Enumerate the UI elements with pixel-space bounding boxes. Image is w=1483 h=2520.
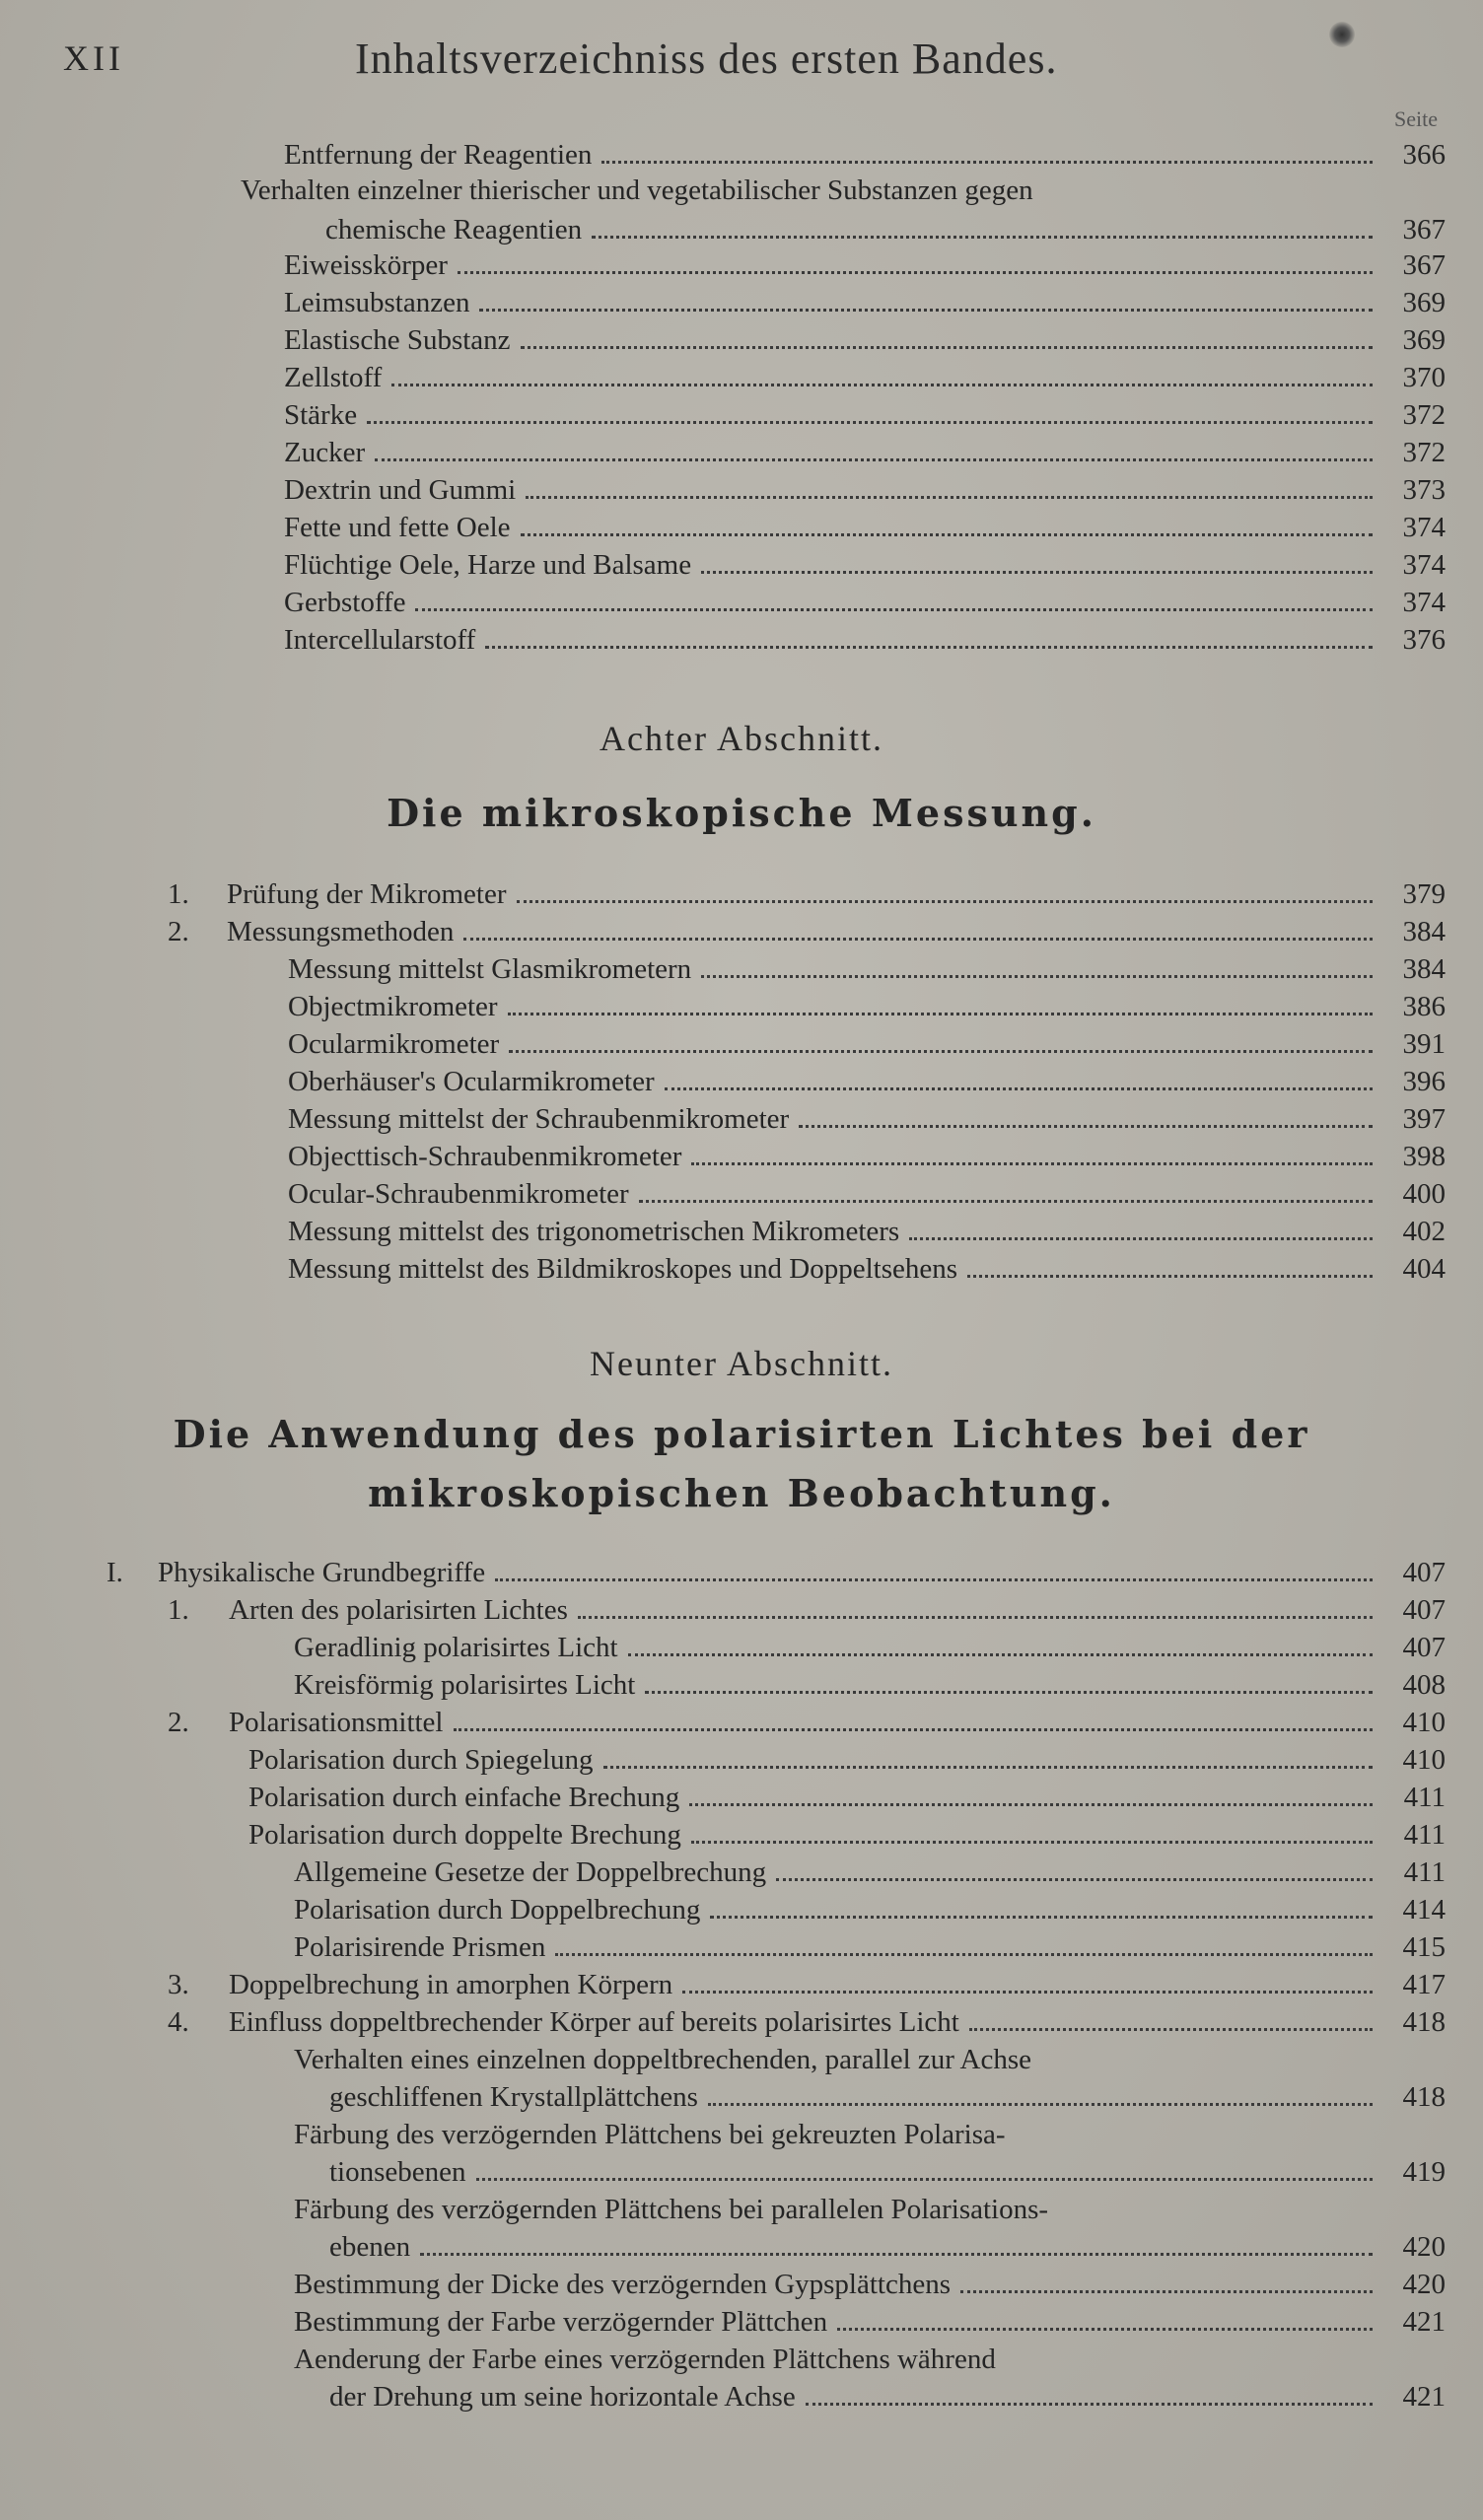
dot-leader	[555, 1953, 1373, 1956]
entry-label: Polarisation durch doppelte Brechung	[248, 1819, 681, 1851]
entry-page: 396	[1402, 1066, 1446, 1097]
section9-title-line1: Die Anwendung des polarisirten Lichtes bei der	[173, 1412, 1310, 1456]
entry-label: Fette und fette Oele	[284, 512, 511, 543]
entry-label: Verhalten einzelner thierischer und vegetabilischer Substanzen gegen	[241, 175, 1033, 206]
toc-entry	[0, 1629, 1483, 1666]
dot-leader	[508, 1013, 1373, 1015]
dot-leader	[592, 236, 1373, 239]
dot-leader	[909, 1237, 1373, 1240]
entry-label: Entfernung der Reagentien	[284, 139, 593, 171]
entry-label: Verhalten eines einzelnen doppeltbrechenden, parallel zur Achse	[294, 2044, 1032, 2075]
entry-page: 367	[1402, 249, 1446, 281]
entry-label: Messung mittelst des trigonometrischen Mikrometers	[288, 1216, 900, 1247]
toc-entry	[0, 136, 1483, 174]
toc-entry	[0, 1704, 1483, 1741]
entry-label: Bestimmung der Dicke des verzögernden Gypsplättchens	[294, 2269, 952, 2300]
entry-label: Objectmikrometer	[288, 991, 498, 1022]
toc-entry	[0, 2303, 1483, 2341]
dot-leader	[479, 309, 1373, 312]
entry-page: 420	[1402, 2231, 1446, 2263]
entry-page: 366	[1402, 139, 1446, 171]
entry-label: Zellstoff	[284, 362, 383, 393]
toc-entry	[0, 1138, 1483, 1175]
entry-page: 369	[1402, 324, 1446, 356]
entry-number: 1.	[168, 878, 189, 910]
toc-entry	[0, 1175, 1483, 1213]
entry-label: Allgemeine Gesetze der Doppelbrechung	[294, 1856, 767, 1888]
entry-page: 420	[1402, 2269, 1446, 2300]
entry-label: Zucker	[284, 437, 366, 468]
entry-page: 384	[1402, 916, 1446, 947]
toc-entry	[0, 246, 1483, 284]
entry-number: 4.	[168, 2006, 189, 2038]
entry-label: geschliffenen Krystallplättchens	[329, 2081, 698, 2113]
entry-page: 411	[1403, 1819, 1446, 1851]
dot-leader	[691, 1841, 1373, 1844]
entry-label: Messung mittelst Glasmikrometern	[288, 953, 692, 985]
entry-page: 411	[1403, 1856, 1446, 1888]
entry-label: Dextrin und Gummi	[284, 474, 517, 506]
dot-leader	[701, 571, 1373, 574]
toc-entry	[0, 2003, 1483, 2041]
entry-page: 398	[1402, 1141, 1446, 1172]
entry-label: Objecttisch-Schraubenmikrometer	[288, 1141, 682, 1172]
entry-page: 407	[1402, 1557, 1446, 1588]
dot-leader	[601, 161, 1373, 164]
entry-label: Polarisation durch Doppelbrechung	[294, 1894, 701, 1925]
entry-label: Polarisationsmittel	[229, 1707, 444, 1738]
entry-label: chemische Reagentien	[325, 214, 583, 245]
ink-smudge	[1329, 22, 1355, 47]
entry-label: Polarisirende Prismen	[294, 1931, 546, 1963]
entry-number: 2.	[168, 916, 189, 947]
toc-entry	[0, 172, 1483, 209]
entry-label: Physikalische Grundbegriffe	[158, 1557, 486, 1588]
toc-entry	[0, 1928, 1483, 1966]
entry-page: 407	[1402, 1632, 1446, 1663]
running-title: Inhaltsverzeichniss des ersten Bandes.	[355, 35, 1058, 83]
toc-entry	[0, 1250, 1483, 1288]
dot-leader	[645, 1691, 1373, 1694]
dot-leader	[701, 975, 1373, 978]
entry-label: Elastische Substanz	[284, 324, 511, 356]
dot-leader	[578, 1616, 1373, 1619]
entry-label: Eiweisskörper	[284, 249, 448, 281]
entry-label: Polarisation durch Spiegelung	[248, 1744, 594, 1776]
entry-label: Intercellularstoff	[284, 624, 476, 656]
entry-page: 404	[1402, 1253, 1446, 1285]
toc-entry	[0, 584, 1483, 621]
dot-leader	[682, 1991, 1373, 1994]
dot-leader	[689, 1803, 1373, 1806]
dot-leader	[476, 2178, 1373, 2181]
entry-page: 369	[1402, 287, 1446, 318]
entry-page: 386	[1402, 991, 1446, 1022]
dot-leader	[665, 1087, 1373, 1090]
dot-leader	[521, 533, 1374, 536]
dot-leader	[639, 1200, 1373, 1203]
toc-entry	[0, 546, 1483, 584]
entry-page: 372	[1402, 437, 1446, 468]
entry-page: 370	[1402, 362, 1446, 393]
section8-title: Die mikroskopische Messung.	[387, 791, 1096, 835]
toc-entry	[0, 2153, 1483, 2191]
entry-page: 408	[1402, 1669, 1446, 1701]
dot-leader	[628, 1653, 1373, 1656]
entry-label: Prüfung der Mikrometer	[227, 878, 507, 910]
entry-label: ebenen	[329, 2231, 411, 2263]
toc-entry	[0, 211, 1483, 248]
entry-label: Messung mittelst des Bildmikroskopes und Doppeltsehens	[288, 1253, 958, 1285]
toc-entry	[0, 621, 1483, 659]
toc-entry	[0, 913, 1483, 950]
dot-leader	[517, 900, 1374, 903]
section9-title-line2: mikroskopischen Beobachtung.	[368, 1471, 1115, 1515]
entry-label: Einfluss doppeltbrechender Körper auf bereits polarisirtes Licht	[229, 2006, 959, 2038]
toc-entry	[0, 509, 1483, 546]
toc-entry	[0, 1025, 1483, 1063]
toc-entry	[0, 2378, 1483, 2415]
entry-number: I.	[106, 1557, 123, 1588]
entry-label: Geradlinig polarisirtes Licht	[294, 1632, 618, 1663]
entry-page: 374	[1402, 512, 1446, 543]
entry-label: Flüchtige Oele, Harze und Balsame	[284, 549, 692, 581]
dot-leader	[967, 1275, 1373, 1278]
toc-entry	[0, 988, 1483, 1025]
entry-label: Oberhäuser's Ocularmikrometer	[288, 1066, 655, 1097]
dot-leader	[603, 1766, 1373, 1769]
entry-page: 414	[1402, 1894, 1446, 1925]
toc-entry	[0, 2228, 1483, 2266]
entry-label: Leimsubstanzen	[284, 287, 470, 318]
entry-label: Ocularmikrometer	[288, 1028, 500, 1060]
toc-entry	[0, 2116, 1483, 2153]
entry-page: 417	[1402, 1969, 1446, 2000]
entry-page: 376	[1402, 624, 1446, 656]
entry-label: Messungsmethoden	[227, 916, 455, 947]
page-number: XII	[63, 38, 124, 78]
entry-label: Messung mittelst der Schraubenmikrometer	[288, 1103, 790, 1135]
dot-leader	[415, 608, 1373, 611]
toc-entry	[0, 2041, 1483, 2078]
dot-leader	[526, 496, 1373, 499]
toc-entry	[0, 2266, 1483, 2303]
toc-entry	[0, 396, 1483, 434]
toc-entry	[0, 321, 1483, 359]
entry-page: 419	[1402, 2156, 1446, 2188]
entry-page: 418	[1402, 2006, 1446, 2038]
dot-leader	[969, 2028, 1373, 2031]
entry-label: Färbung des verzögernden Plättchens bei gekreuzten Polarisa-	[294, 2119, 1006, 2150]
entry-page: 402	[1402, 1216, 1446, 1247]
dot-leader	[837, 2328, 1373, 2331]
entry-label: der Drehung um seine horizontale Achse	[329, 2381, 796, 2413]
dot-leader	[495, 1578, 1373, 1581]
entry-label: Aenderung der Farbe eines verzögernden Plättchens während	[294, 2344, 996, 2375]
dot-leader	[799, 1125, 1373, 1128]
entry-page: 374	[1402, 587, 1446, 618]
section9-heading: Neunter Abschnitt.	[590, 1344, 893, 1383]
toc-entry	[0, 950, 1483, 988]
entry-page: 421	[1402, 2306, 1446, 2338]
toc-entry	[0, 1554, 1483, 1591]
entry-label: Polarisation durch einfache Brechung	[248, 1782, 680, 1813]
toc-entry	[0, 1666, 1483, 1704]
toc-entry	[0, 875, 1483, 913]
section8-heading: Achter Abschnitt.	[600, 719, 883, 758]
entry-page: 411	[1403, 1782, 1446, 1813]
toc-entry	[0, 359, 1483, 396]
toc-entry	[0, 1891, 1483, 1928]
entry-page: 397	[1402, 1103, 1446, 1135]
entry-page: 421	[1402, 2381, 1446, 2413]
dot-leader	[776, 1878, 1373, 1881]
toc-entry	[0, 284, 1483, 321]
entry-label: Bestimmung der Farbe verzögernder Plättchen	[294, 2306, 828, 2338]
entry-page: 410	[1402, 1707, 1446, 1738]
entry-page: 410	[1402, 1744, 1446, 1776]
entry-number: 3.	[168, 1969, 189, 2000]
entry-number: 2.	[168, 1707, 189, 1738]
dot-leader	[375, 458, 1373, 461]
toc-entry	[0, 1591, 1483, 1629]
dot-leader	[391, 384, 1373, 386]
toc-entry	[0, 1741, 1483, 1779]
dot-leader	[454, 1728, 1374, 1731]
entry-page: 415	[1402, 1931, 1446, 1963]
entry-page: 407	[1402, 1594, 1446, 1626]
dot-leader	[463, 938, 1373, 941]
toc-entry	[0, 471, 1483, 509]
entry-page: 367	[1402, 214, 1446, 245]
toc-entry	[0, 1966, 1483, 2003]
entry-page: 372	[1402, 399, 1446, 431]
entry-label: tionsebenen	[329, 2156, 466, 2188]
toc-entry	[0, 1100, 1483, 1138]
seite-label: Seite	[1394, 106, 1438, 131]
dot-leader	[521, 346, 1373, 349]
entry-label: Stärke	[284, 399, 358, 431]
dot-leader	[420, 2253, 1373, 2256]
entry-page: 384	[1402, 953, 1446, 985]
entry-page: 374	[1402, 549, 1446, 581]
entry-page: 373	[1402, 474, 1446, 506]
entry-label: Ocular-Schraubenmikrometer	[288, 1178, 629, 1210]
dot-leader	[458, 271, 1373, 274]
entry-label: Arten des polarisirten Lichtes	[229, 1594, 568, 1626]
toc-entry	[0, 1063, 1483, 1100]
entry-page: 418	[1402, 2081, 1446, 2113]
dot-leader	[367, 421, 1373, 424]
toc-entry	[0, 2191, 1483, 2228]
dot-leader	[485, 646, 1373, 649]
entry-page: 391	[1402, 1028, 1446, 1060]
entry-number: 1.	[168, 1594, 189, 1626]
toc-entry	[0, 1779, 1483, 1816]
dot-leader	[708, 2103, 1373, 2106]
entry-label: Doppelbrechung in amorphen Körpern	[229, 1969, 673, 2000]
entry-label: Gerbstoffe	[284, 587, 406, 618]
toc-entry	[0, 1816, 1483, 1854]
entry-page: 379	[1402, 878, 1446, 910]
entry-page: 400	[1402, 1178, 1446, 1210]
dot-leader	[960, 2290, 1373, 2293]
dot-leader	[806, 2403, 1373, 2406]
dot-leader	[691, 1162, 1373, 1165]
toc-entry	[0, 2078, 1483, 2116]
toc-entry	[0, 1854, 1483, 1891]
entry-label: Kreisförmig polarisirtes Licht	[294, 1669, 636, 1701]
dot-leader	[509, 1050, 1373, 1053]
dot-leader	[710, 1916, 1373, 1919]
toc-entry	[0, 2341, 1483, 2378]
toc-entry	[0, 434, 1483, 471]
toc-entry	[0, 1213, 1483, 1250]
entry-label: Färbung des verzögernden Plättchens bei parallelen Polarisations-	[294, 2194, 1049, 2225]
